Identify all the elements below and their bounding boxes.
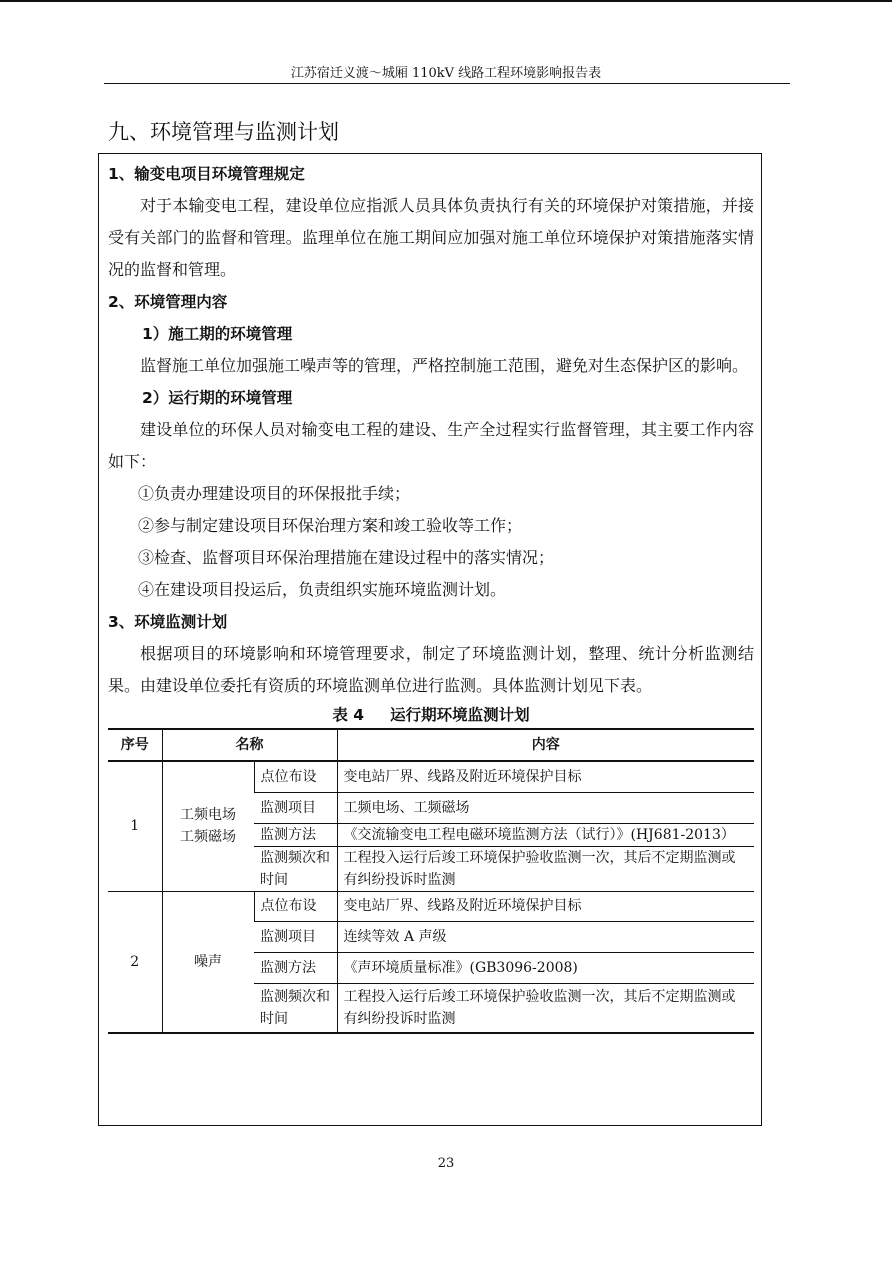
- top-border-line: [0, 0, 892, 2]
- heading-monitoring-plan: 3、环境监测计划: [108, 613, 228, 631]
- header-seq: 序号: [108, 729, 162, 761]
- heading-management-content: 2、环境管理内容: [108, 293, 228, 311]
- section-body: [108, 158, 754, 1034]
- table-cell-content: 变电站厂界、线路及附近环境保护目标: [337, 761, 754, 792]
- table-cell-content: 变电站厂界、线路及附近环境保护目标: [337, 891, 754, 921]
- list-item: ③检查、监督项目环保治理措施在建设过程中的落实情况；: [138, 548, 555, 567]
- list-item: ④在建设项目投运后，负责组织实施环境监测计划。: [138, 580, 507, 599]
- table-cell-item: 监测项目: [254, 921, 337, 952]
- subheading-construction-phase: 1）施工期的环境管理: [142, 325, 293, 343]
- table-row: [108, 761, 754, 792]
- section-title: 九、环境管理与监测计划: [108, 120, 339, 144]
- table-cell-item: 监测项目: [254, 792, 337, 823]
- table-header-row: [108, 729, 754, 761]
- table-cell-content: 《交流输变电工程电磁环境监测方法（试行）》(HJ681-2013）: [337, 823, 754, 846]
- group1-name-line1: 工频电场: [180, 807, 236, 824]
- monitoring-plan-table: [108, 728, 754, 1034]
- group1-name: [162, 761, 254, 891]
- group1-seq: 1: [108, 761, 162, 891]
- table-cell-content: 《声环境质量标准》(GB3096-2008): [337, 952, 754, 983]
- table-row: [108, 891, 754, 921]
- table-cell-item: 监测频次和时间: [254, 846, 337, 891]
- table-cell-content: 工程投入运行后竣工环境保护验收监测一次，其后不定期监测或有纠纷投诉时监测: [337, 983, 754, 1033]
- table-caption-text: 运行期环境监测计划: [390, 706, 530, 724]
- header-content: 内容: [337, 729, 754, 761]
- table-cell-item: 监测方法: [254, 952, 337, 983]
- table-cell-item: 点位布设: [254, 761, 337, 792]
- paragraph-construction-phase: 监督施工单位加强施工噪声等的管理，严格控制施工范围，避免对生态保护区的影响。: [140, 356, 749, 375]
- list-item: ①负责办理建设项目的环保报批手续；: [138, 484, 411, 503]
- table-cell-item: 点位布设: [254, 891, 337, 921]
- list-item: ②参与制定建设项目环保治理方案和竣工验收等工作；: [138, 516, 523, 535]
- group2-seq: 2: [108, 891, 162, 1033]
- paragraph-operation-phase: 建设单位的环保人员对输变电工程的建设、生产全过程实行监督管理，其主要工作内容如下：: [108, 420, 754, 471]
- header-divider: [104, 83, 790, 84]
- subheading-operation-phase: 2）运行期的环境管理: [142, 389, 293, 407]
- table-cell-content: 工频电场、工频磁场: [337, 792, 754, 823]
- paragraph-monitoring-plan: 根据项目的环境影响和环境管理要求，制定了环境监测计划，整理、统计分析监测结果。由建设单位委托有资质的环境监测单位进行监测。具体监测计划见下表。: [108, 644, 754, 695]
- group2-name: 噪声: [162, 891, 254, 1033]
- page-number: 23: [437, 1156, 455, 1171]
- table-cell-item: 监测方法: [254, 823, 337, 846]
- table-caption-number: 表 4: [332, 706, 365, 724]
- paragraph-management-rules: 对于本输变电工程，建设单位应指派人员具体负责执行有关的环境保护对策措施，并接受有关部门的监督和管理。监理单位在施工期间应加强对施工单位环境保护对策措施落实情况的监督和管理。: [108, 196, 754, 279]
- header-name: 名称: [162, 729, 337, 761]
- table-cell-content: 连续等效 A 声级: [337, 921, 754, 952]
- group1-name-line2: 工频磁场: [180, 829, 236, 846]
- table-caption: [108, 702, 754, 728]
- table-cell-item: 监测频次和时间: [254, 983, 337, 1033]
- heading-management-rules: 1、输变电项目环境管理规定: [108, 165, 305, 183]
- running-header: 江苏宿迁义渡～城厢 110kV 线路工程环境影响报告表: [290, 66, 602, 81]
- table-cell-content: 工程投入运行后竣工环境保护验收监测一次，其后不定期监测或有纠纷投诉时监测: [337, 846, 754, 891]
